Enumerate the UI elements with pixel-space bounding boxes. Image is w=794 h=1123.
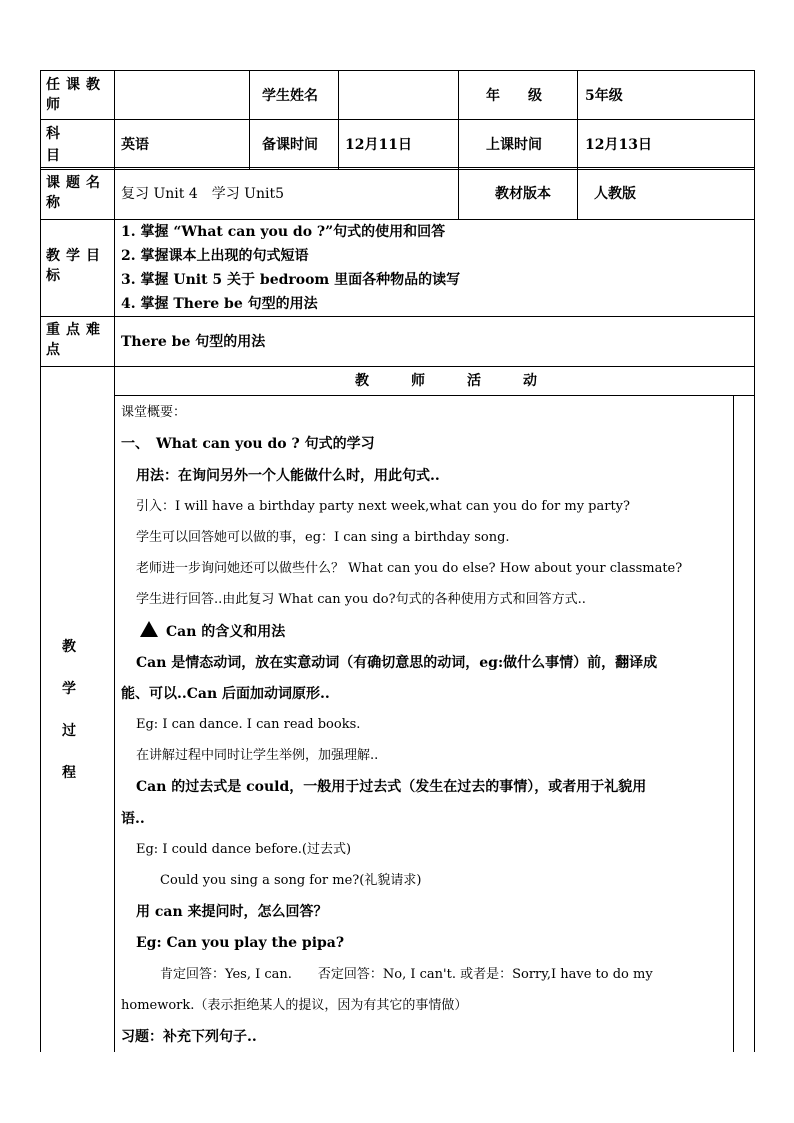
table-border-top (40, 70, 754, 71)
key-points-label: 重点难点 (46, 322, 106, 358)
row-divider (40, 316, 754, 317)
teacher-label: 任课教师 (46, 77, 106, 113)
subsection-heading-text: Can 的含义和用法 (166, 624, 286, 640)
subject-label: 科目 (46, 126, 60, 164)
goal-item: 3. 掌握 Unit 5 关于 bedroom 里面各种物品的读写 (121, 272, 461, 288)
subsection-heading (140, 621, 285, 642)
column-divider (249, 70, 250, 169)
column-divider (338, 70, 339, 169)
student-label: 学生姓名 (262, 88, 318, 104)
goal-item: 2. 掌握课本上出现的句式短语 (121, 248, 309, 264)
content-line: Could you sing a song for me?(礼貌请求) (160, 873, 422, 888)
grade-value: 5年级 (585, 88, 623, 104)
column-divider (114, 70, 115, 1052)
content-line: 课堂概要： (121, 405, 187, 420)
triangle-bullet-icon (140, 621, 158, 637)
goal-item: 1. 掌握 “What can you do ?”句式的使用和回答 (121, 224, 446, 240)
content-line: 用 can 来提问时，怎么回答？ (136, 904, 328, 920)
subject-value: 英语 (121, 137, 149, 153)
process-label-char: 教 (62, 639, 76, 655)
content-line: 学生可以回答她可以做的事，eg：I can sing a birthday song. (136, 530, 510, 545)
row-divider (40, 169, 754, 170)
content-line: 引入：I will have a birthday party next week,what can you do for my party? (136, 499, 630, 514)
key-points-value: There be 句型的用法 (121, 334, 266, 350)
content-line: Eg: I can dance. I can read books. (136, 717, 361, 732)
textbook-label: 教材版本 (495, 186, 551, 202)
content-line: 用法：在询问另外一个人能做什么时，用此句式.. (136, 468, 440, 484)
row-divider (40, 219, 754, 220)
content-line: 语.. (121, 811, 145, 827)
content-line: 在讲解过程中同时让学生举例，加强理解.. (136, 748, 379, 763)
column-divider (458, 70, 459, 219)
process-label-char: 过 (62, 723, 76, 739)
content-line: 老师进一步询问她还可以做些什么？ What can you do else? How about your classmate? (136, 561, 683, 576)
content-line: Eg: Can you play the pipa? (136, 935, 345, 951)
process-label-char: 程 (62, 765, 76, 781)
topic-value: 复习 Unit 4 学习 Unit5 (121, 186, 285, 202)
goals-label: 教学目标 (46, 248, 106, 284)
section-heading: 一、 What can you do ? 句式的学习 (121, 436, 375, 452)
content-line: Can 是情态动词，放在实意动词（有确切意思的动词，eg:做什么事情）前，翻译成 (136, 655, 658, 671)
content-line: homework.（表示拒绝某人的提议，因为有其它的事情做） (121, 998, 468, 1013)
content-line: Can 的过去式是 could，一般用于过去式（发生在过去的事情），或者用于礼貌用 (136, 779, 647, 795)
table-border-right (754, 70, 755, 1052)
topic-label: 课题名称 (46, 175, 106, 211)
activity-header: 教 师 活 动 (355, 373, 537, 389)
class-time-value: 12月13日 (585, 137, 652, 153)
class-time-label: 上课时间 (486, 137, 542, 153)
grade-label: 年 级 (486, 88, 542, 104)
content-line: 能、可以..Can 后面加动词原形.. (121, 686, 330, 702)
textbook-value: 人教版 (594, 186, 636, 202)
table-border-left (40, 70, 41, 1052)
prep-time-value: 12月11日 (345, 137, 412, 153)
row-divider (40, 119, 754, 120)
content-line: 学生进行回答..由此复习 What can you do?句式的各种使用方式和回答方式.. (136, 592, 586, 607)
column-divider (577, 70, 578, 219)
process-label-char: 学 (62, 681, 76, 697)
content-line: Eg: I could dance before.(过去式) (136, 842, 352, 857)
row-divider (40, 366, 754, 367)
goal-item: 4. 掌握 There be 句型的用法 (121, 296, 318, 312)
row-divider (115, 395, 754, 396)
content-line: 习题：补充下列句子.. (121, 1029, 257, 1045)
column-divider (733, 395, 734, 1052)
row-divider (40, 167, 754, 168)
content-line: 肯定回答：Yes, I can. 否定回答：No, I can't. 或者是：Sorry,I have to do my (160, 967, 653, 982)
prep-time-label: 备课时间 (262, 137, 318, 153)
